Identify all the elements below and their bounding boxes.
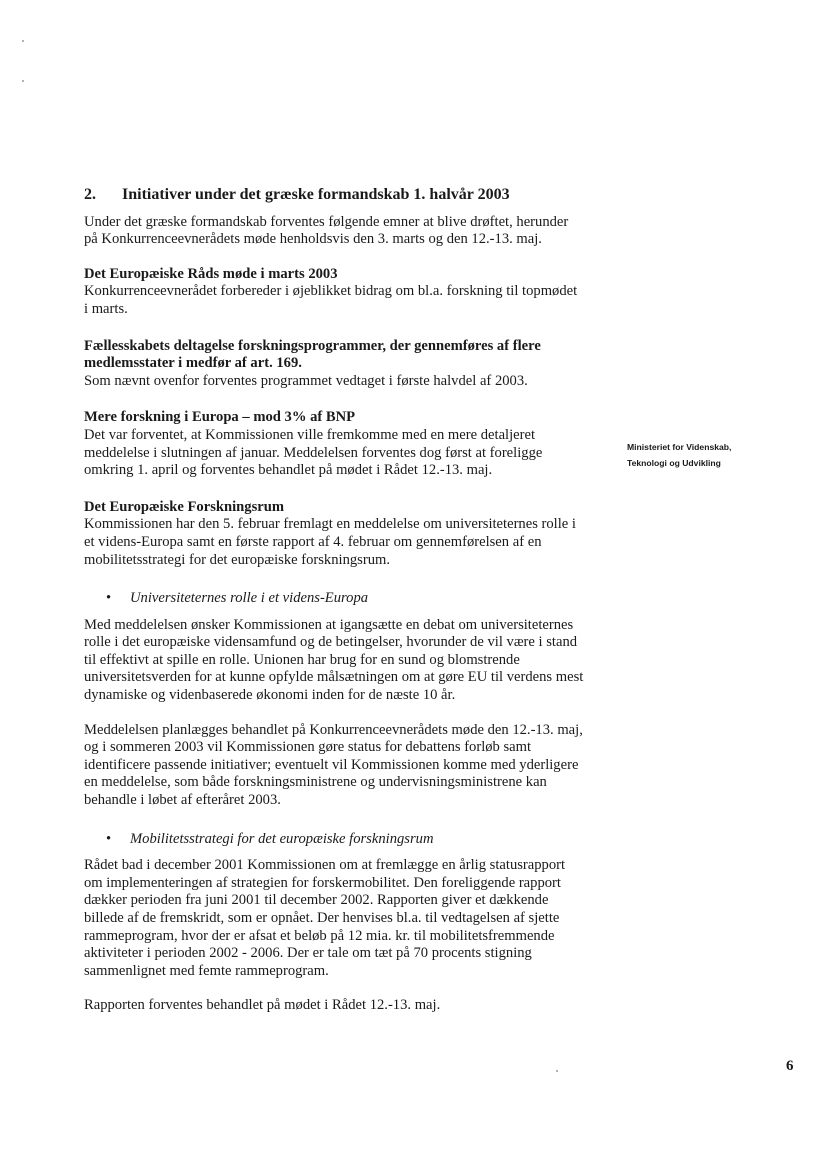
section-title: Initiativer under det græske formandskab 1. halvår 2003 [122, 186, 510, 203]
topic-body: Kommissionen har den 5. februar fremlagt en meddelelse om universiteternes rolle i et videns-Europa samt en første rapport af 4. februar om gennemførelsen af en mobilitetsstrategi for det europæiske forskningsrum. [84, 516, 576, 568]
section-number: 2. [84, 186, 96, 203]
ministry-line: Teknologi og Udvikling [627, 457, 721, 468]
topic-body: Som nævnt ovenfor forventes programmet vedtaget i første halvdel af 2003. [84, 372, 528, 389]
bullet-item [106, 590, 584, 608]
topic-heading: Fællesskabets deltagelse forskningsprogrammer, der gennemføres af flere medlemsstater i medfør af art. 169. [84, 337, 541, 372]
ministry-line: Ministeriet for Videnskab, [627, 442, 732, 452]
topic-block [84, 409, 584, 479]
bullet-paragraph: Meddelelsen planlægges behandlet på Konkurrenceevnerådets møde den 12.-13. maj, og i sommeren 2003 vil Kommissionen gøre status for debattens forløb samt identificere passende initiativer; eventuelt vil Kommissionen komme med yderligere en meddelelse, som både forskningsministrene og undervisningsministrene kan behandle i løbet af efteråret 2003. [84, 721, 583, 809]
topic-heading: Det Europæiske Råds møde i marts 2003 [84, 265, 338, 282]
topic-block [84, 338, 584, 391]
bullet-title: Mobilitetsstrategi for det europæiske forskningsrum [130, 830, 434, 847]
bullet-paragraph: Rådet bad i december 2001 Kommissionen om at fremlægge en årlig statusrapport om implementeringen af strategien for forskermobilitet. Den foreliggende rapport dækker perioden fra juni 2001 til december 2002. Rapporten giver et dækkende billede af de fremskridt, som er opnået. Der henvises bl.a. til vedtagelsen af sjette rammeprogram, hvor der er afsat et beløb på 12 mia. kr. til mobilitetsfremmende aktiviteter i perioden 2002 - 2006. Der er tale om tæt på 70 procents stigning sammenlignet med femte rammeprogram. [84, 857, 566, 979]
bullet-paragraph: Rapporten forventes behandlet på mødet i Rådet 12.-13. maj. [84, 997, 441, 1014]
intro-paragraph: Under det græske formandskab forventes følgende emner at blive drøftet, herunder på Konkurrenceevnerådets møde henholdsvis den 3. marts og den 12.-13. maj. [84, 213, 569, 248]
bullet-paragraph: Med meddelelsen ønsker Kommissionen at igangsætte en debat om universiteternes rolle i det europæiske vidensamfund og de betingelser, hvorunder de vil være i stand til effektivt at spille en rolle. Unionen har brug for en sund og blomstrende universitetsverden for at kunne opfylde målsætningen om at gøre EU til verdens mest dynamiske og videnbaserede økonomi inden for de næste 10 år. [84, 616, 584, 704]
main-text-column [84, 186, 584, 1015]
page-number: 6 [786, 1058, 794, 1074]
bullet-title: Universiteternes rolle i et videns-Europa [130, 590, 369, 607]
topic-body: Det var forventet, at Kommissionen ville fremkomme med en mere detaljeret meddelelse i slutningen af januar. Meddelelsen forventes dog først at foreligge omkring 1. april og forventes behandlet på mødet i Rådet 12.-13. maj. [84, 426, 543, 479]
topic-heading: Det Europæiske Forskningsrum [84, 498, 285, 515]
scan-speck [22, 80, 24, 82]
scan-speck [22, 40, 24, 42]
ministry-sidebar [627, 440, 731, 471]
bullet-dot: • [106, 830, 112, 847]
topic-body: Konkurrenceevnerådet forbereder i øjeblikket bidrag om bl.a. forskning til topmødet i marts. [84, 283, 578, 317]
topic-block [84, 266, 584, 319]
bullet-item [106, 831, 584, 849]
topic-block [84, 499, 584, 569]
section-heading [84, 186, 584, 204]
scan-speck [556, 1070, 558, 1072]
topic-heading: Mere forskning i Europa – mod 3% af BNP [84, 409, 356, 426]
bullet-dot: • [106, 590, 112, 607]
